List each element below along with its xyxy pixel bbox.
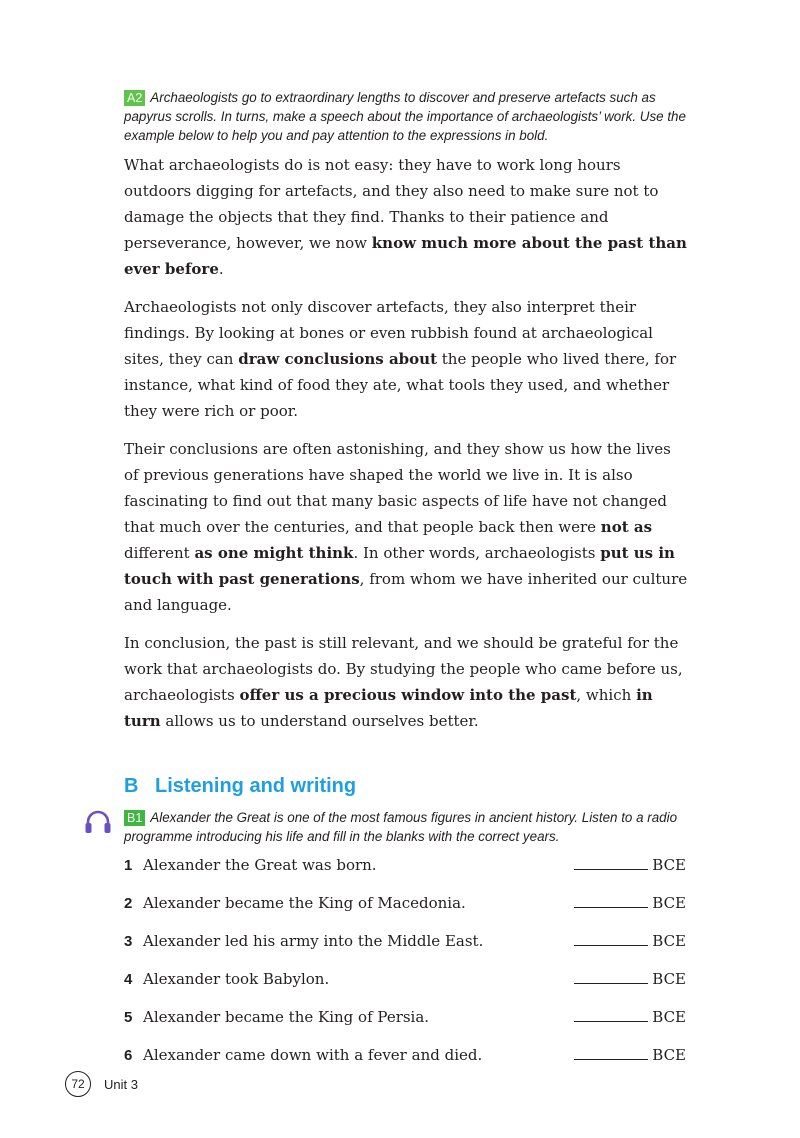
- item-number: 3: [124, 933, 133, 950]
- task-b1-instruction: [124, 808, 688, 846]
- item-text: Alexander became the King of Persia.: [143, 1008, 430, 1026]
- list-item: [124, 892, 688, 930]
- item-text: Alexander led his army into the Middle East.: [143, 932, 484, 950]
- headphones-icon[interactable]: [84, 810, 112, 834]
- bold-expression: in turn: [124, 686, 653, 730]
- bold-expression: as one might think: [194, 544, 354, 562]
- speech-paragraph-3: Their conclusions are often astonishing, and they show us how the lives of previous generations have shaped the world we live in. It is also fascinating to find out that many basic aspects of life have not changed that much over the centuries, and that people back then were not as different as one might think. In other words, archaeologists put us in touch with past generations, from whom we have inherited our culture and language.: [124, 440, 688, 614]
- task-b1-badge: B1: [124, 810, 145, 826]
- item-text: Alexander came down with a fever and died.: [143, 1046, 483, 1064]
- item-answer: [574, 930, 686, 952]
- item-number: 6: [124, 1047, 133, 1064]
- bce-label: BCE: [652, 932, 686, 950]
- answer-blank[interactable]: [574, 893, 648, 908]
- page-number: 72: [65, 1071, 91, 1097]
- task-b1: [124, 808, 688, 846]
- item-number: 2: [124, 895, 133, 912]
- page-content: [124, 88, 688, 1082]
- speech-paragraph-2: Archaeologists not only discover artefacts, they also interpret their findings. By looking at bones or even rubbish found at archaeological sites, they can draw conclusions about the people who lived there, for instance, what kind of food they ate, what tools they used, and whether they were rich or poor.: [124, 298, 677, 420]
- answer-blank[interactable]: [574, 1007, 648, 1022]
- bold-expression: put us in touch with past generations: [124, 544, 675, 588]
- list-item: [124, 1044, 688, 1082]
- task-a2-instruction: [124, 88, 688, 145]
- answer-blank[interactable]: [574, 969, 648, 984]
- speech-paragraph-1: What archaeologists do is not easy: they have to work long hours outdoors digging for artefacts, and they also need to make sure not to damage the objects that they find. Thanks to their patience and perseverance, however, we now know much more about the past than ever before.: [124, 156, 687, 278]
- bce-label: BCE: [652, 1008, 686, 1026]
- bce-label: BCE: [652, 856, 686, 874]
- item-answer: [574, 892, 686, 914]
- section-title: Listening and writing: [155, 775, 357, 797]
- speech-paragraph-4: In conclusion, the past is still relevant, and we should be grateful for the work that archaeologists do. By studying the people who came before us, archaeologists offer us a precious window into the past, which in turn allows us to understand ourselves better.: [124, 634, 683, 730]
- answer-blank[interactable]: [574, 1045, 648, 1060]
- list-item: [124, 1006, 688, 1044]
- bold-expression: know much more about the past than ever before: [124, 234, 687, 278]
- bce-label: BCE: [652, 1046, 686, 1064]
- bce-label: BCE: [652, 894, 686, 912]
- task-a2-text: Archaeologists go to extraordinary lengths to discover and preserve artefacts such as papyrus scrolls. In turns, make a speech about the importance of archaeologists’ work. Use the example below to help you and pay attention to the expressions in bold.: [124, 90, 686, 143]
- list-item: [124, 930, 688, 968]
- unit-label: Unit 3: [104, 1076, 138, 1092]
- list-item: [124, 968, 688, 1006]
- item-number: 4: [124, 971, 133, 988]
- item-text: Alexander took Babylon.: [143, 970, 330, 988]
- item-answer: [574, 1044, 686, 1066]
- item-answer: [574, 1006, 686, 1028]
- bold-expression: not as: [600, 518, 653, 536]
- answer-blank[interactable]: [574, 931, 648, 946]
- item-text: Alexander the Great was born.: [143, 856, 377, 874]
- bce-label: BCE: [652, 970, 686, 988]
- answer-blank[interactable]: [574, 855, 648, 870]
- page-footer: [65, 1071, 138, 1097]
- item-answer: [574, 968, 686, 990]
- section-b-heading: [124, 774, 688, 798]
- bold-expression: offer us a precious window into the past: [239, 686, 577, 704]
- section-letter: B: [124, 775, 139, 797]
- item-number: 1: [124, 857, 133, 874]
- item-number: 5: [124, 1009, 133, 1026]
- item-text: Alexander became the King of Macedonia.: [143, 894, 466, 912]
- task-a2-badge: A2: [124, 90, 145, 106]
- task-b1-text: Alexander the Great is one of the most famous figures in ancient history. Listen to a radio programme introducing his life and fill in the blanks with the correct years.: [124, 810, 678, 844]
- answer-list: [124, 854, 688, 1082]
- list-item: [124, 854, 688, 892]
- item-answer: [574, 854, 686, 876]
- bold-expression: draw conclusions about: [238, 350, 438, 368]
